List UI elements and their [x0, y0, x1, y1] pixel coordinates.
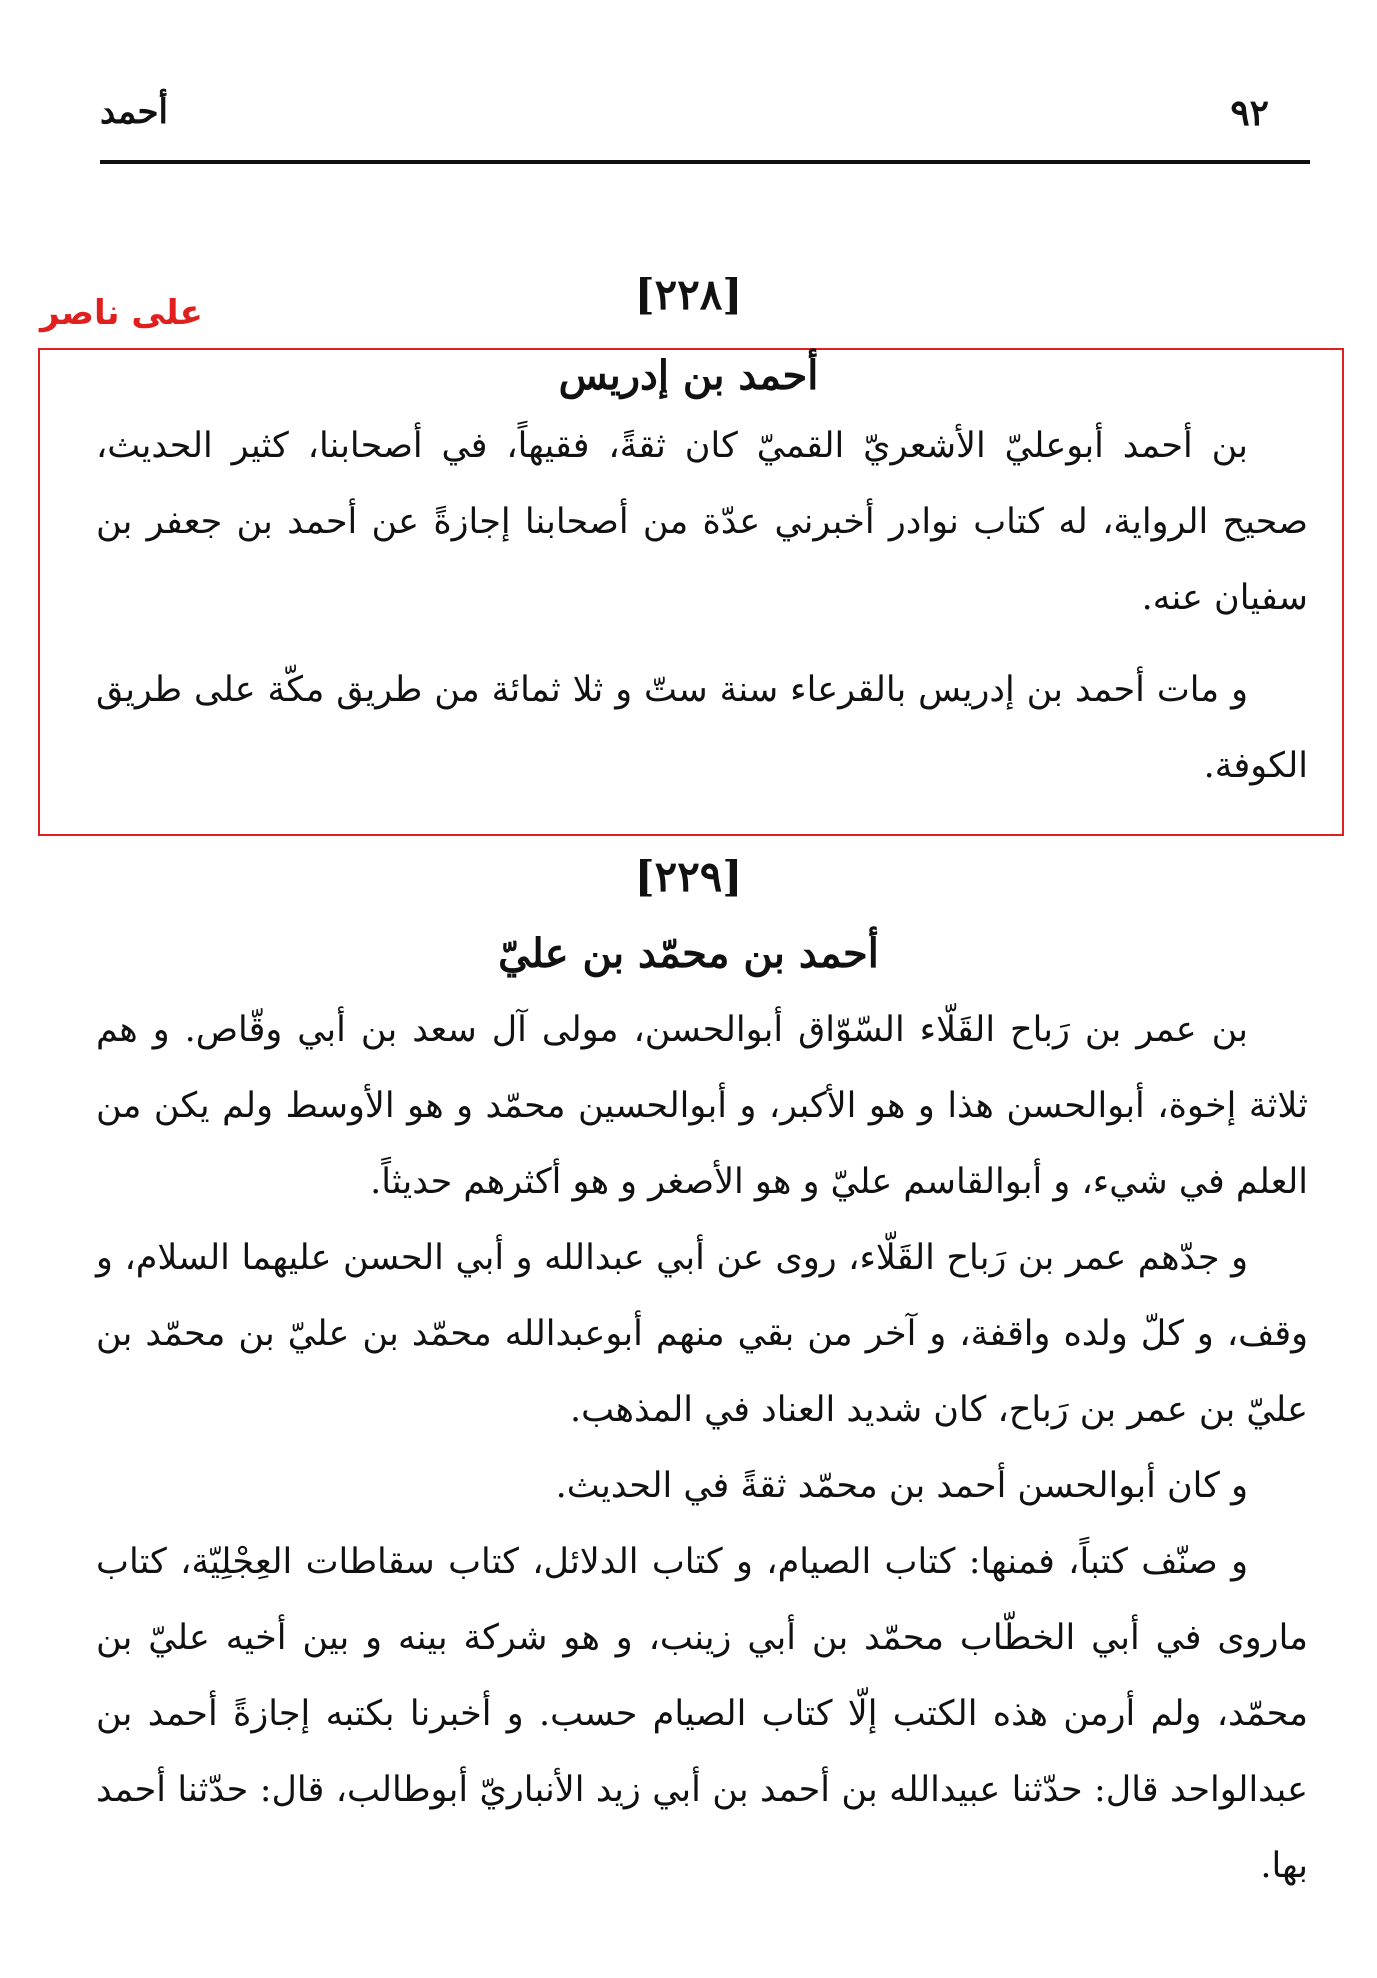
- header-rule: [100, 160, 1310, 164]
- entry-229-paragraph-1: بن عمر بن رَباح القَلّاء السّوّاق أبوالحسن، مولى آل سعد بن أبي وقّاص. و هم ثلاثة إخوة، أبوالحسن هذا و هو الأكبر، و أبوالحسين محمّد و هو الأوسط ولم يكن من العلم في شيء، و أبوالقاسم عليّ و هو الأصغر و هو أكثرهم حديثاً.: [96, 1010, 1308, 1202]
- entry-229-paragraph-4: و صنّف كتباً، فمنها: كتاب الصيام، و كتاب الدلائل، كتاب سقاطات العِجْلِيّة، كتاب ماروى في أبي الخطّاب محمّد بن أبي زينب، و هو شركة بينه و بين أخيه عليّ بن محمّد، ولم أرمن هذه الكتب إلّا كتاب الصيام حسب. و أخبرنا بكتبه إجازةً أحمد بن عبدالواحد قال: حدّثنا عبيدالله بن أحمد بن أبي زيد الأنباريّ أبوطالب، قال: حدّثنا أحمد بها.: [96, 1542, 1308, 1886]
- entry-number-229: [٢٢٩]: [634, 852, 743, 901]
- running-head-word: أحمد: [100, 92, 168, 132]
- page-number: ٩٢: [1230, 92, 1269, 134]
- entry-title-229: أحمد بن محمّد بن عليّ: [498, 930, 879, 977]
- entry-229-paragraph-3: و كان أبوالحسن أحمد بن محمّد ثقةً في الحديث.: [555, 1466, 1248, 1506]
- entry-number-228: [٢٢٨]: [634, 270, 743, 319]
- entry-229-paragraph-2: و جدّهم عمر بن رَباح القَلّاء، روى عن أبي عبدالله و أبي الحسن عليهما السلام، و وقف، و كلّ ولده واقفة، و آخر من بقي منهم أبوعبدالله محمّد بن عليّ بن محمّد بن عليّ بن عمر بن رَباح، كان شديد العناد في المذهب.: [96, 1238, 1308, 1430]
- running-head: [100, 92, 1277, 132]
- entry-228-paragraph-2: و مات أحمد بن إدريس بالقرعاء سنة ستّ و ثلا ثمائة من طريق مكّة على طريق الكوفة.: [96, 670, 1308, 786]
- entry-title-228: أحمد بن إدريس: [558, 352, 819, 399]
- handwritten-annotation: على ناصر: [40, 293, 203, 333]
- entry-228-paragraph-1: بن أحمد أبوعليّ الأشعريّ القميّ كان ثقةً، فقيهاً، في أصحابنا، كثير الحديث، صحيح الرواية، له كتاب نوادر أخبرني عدّة من أصحابنا إجازةً عن أحمد بن جعفر بن سفيان عنه.: [96, 426, 1308, 618]
